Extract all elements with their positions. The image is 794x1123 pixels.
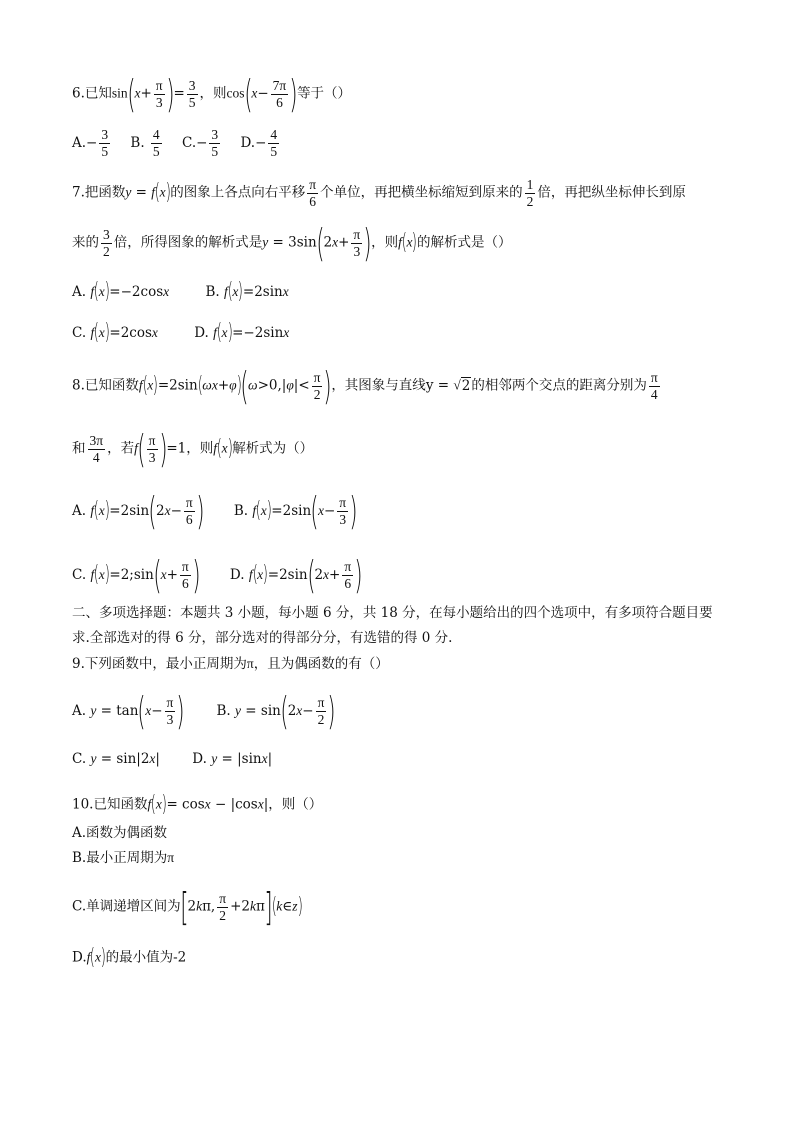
q10-option-d: D.f(x)的最小值为-2 [72,945,187,970]
q6-option-a: A.− $\frac{3}{5}$ [72,127,109,159]
q9-option-b: B. y = sin(2x− $\frac{\pi}{2}$ ) [216,689,336,733]
q10-option-c: C.单调递增区间为[2kπ, $\frac{\pi}{2}$ +2kπ](k∈z) [72,885,303,929]
q8-options-row1 [72,489,358,533]
q7-stem-line1: 7.把函数y = f(x)的图象上各点向右平移 $\frac{\pi}{6}$ 个单位，再把横坐标缩短到原来的 $\frac{1}{2}$ 倍，再把纵坐标伸长到原 [72,177,686,209]
q6-option-b: B. $\frac{4}{5}$ [130,127,160,159]
q6-option-d: D.− $\frac{4}{5}$ [240,127,278,159]
section2-line1: 二、多项选择题：本题共 3 小题，每小题 6 分，共 18 分，在每小题给出的四个选项中，有多项符合题目要 [72,605,713,621]
q9-options-row2 [72,752,272,767]
q9-option-a: A. y = tan(x− $\frac{\pi}{3}$ ) [72,689,185,733]
q6-options [72,127,281,159]
q9-stem: 9.下列函数中，最小正周期为π，且为偶函数的有（） [72,656,389,672]
q8-options-row2 [72,553,363,597]
q10-option-b: B.最小正周期为π [72,850,175,866]
q9-options-row1 [72,689,336,733]
q7-options-row2 [72,322,289,344]
q8-option-a: A. f(x)=2sin(2x− $\frac{\pi}{6}$ ) [72,489,205,533]
q6-option-c: C.− $\frac{3}{5}$ [181,127,219,159]
q6-stem: 6.已知sin(x+ $\frac{\pi}{3}$ )= $\frac{3}{5}$ ，则cos(x− $\frac{7\pi}{6}$ )等于（） [72,72,352,116]
section2-line2: 求.全部选对的得 6 分，部分选对的得部分分，有选错的得 0 分. [72,630,453,646]
q7-option-a: A. f(x)=−2cosx [72,279,170,304]
q8-option-d: D. f(x)=2sin(2x+ $\frac{\pi}{6}$ ) [229,553,363,597]
q7-option-b: B. f(x)=2sinx [205,279,289,304]
q8-option-c: C. f(x)=2;sin(x+ $\frac{\pi}{6}$ ) [72,553,201,597]
q10-option-a: A.函数为偶函数 [72,825,168,841]
q10-stem: 10.已知函数f(x)= cosx − |cosx|，则（） [72,792,323,817]
q9-option-d: D. y = |sinx| [192,751,273,767]
q9-option-c: C. y = sin|2x| [72,751,160,767]
q8-stem-line2: 和 $\frac{3\pi}{4}$ ，若f( $\frac{\pi}{3}$ )=1，则f(x)解析式为（） [72,427,314,471]
q7-option-d: D. f(x)=−2sinx [194,320,290,345]
q8-stem-line1: 8.已知函数f(x)=2sin(ωx+φ)(ω>0,|φ|< $\frac{\pi}{2}$ )，其图象与直线y = √2的相邻两个交点的距离分别为 $\frac{\pi}{4}$ [72,364,658,408]
q7-option-c: C. f(x)=2cosx [72,320,158,345]
q7-stem-line2: 来的 $\frac{3}{2}$ 倍，所得图象的解析式是y = 3sin(2x+ $\frac{\pi}{3}$ )，则f(x)的解析式是（） [72,221,512,265]
q7-options-row1 [72,281,289,303]
q8-option-b: B. f(x)=2sin(x− $\frac{\pi}{3}$ ) [233,489,358,533]
